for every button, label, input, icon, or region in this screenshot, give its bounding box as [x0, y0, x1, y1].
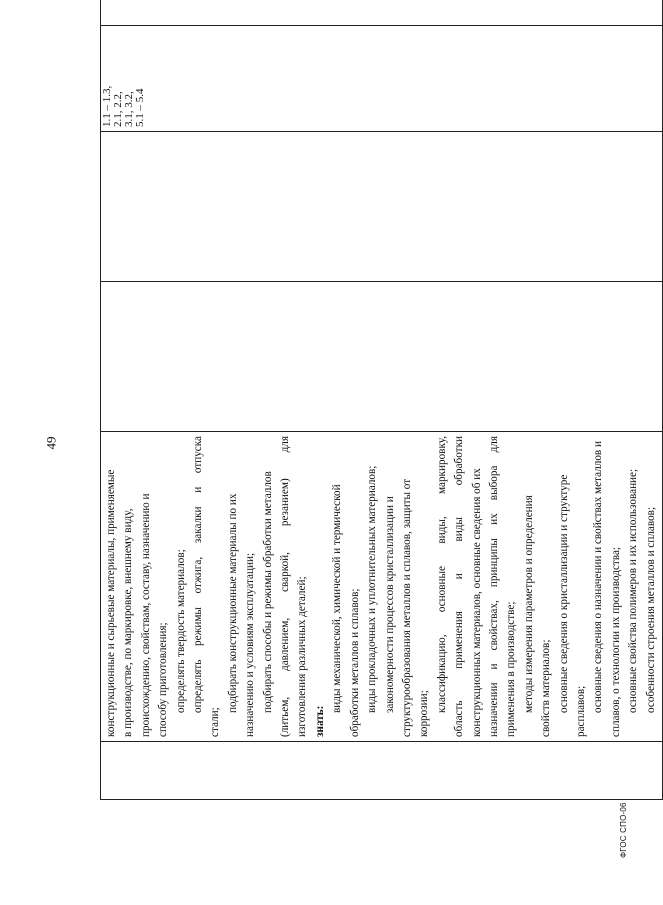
- text-line: основные свойства полимеров и их использование;: [627, 468, 640, 713]
- table-row: [101, 0, 663, 800]
- page-number: 49: [43, 436, 59, 450]
- text-line: классификацию, основные виды, маркировку,: [435, 436, 448, 713]
- empty-cell: [101, 26, 663, 132]
- text-line: виды механической, химической и термической: [331, 484, 344, 713]
- code-line: 5.1 – 5.4: [134, 88, 146, 127]
- text-line: расплавов;: [574, 685, 587, 737]
- text-line: закономерности процессов кристаллизации и: [383, 496, 396, 713]
- text-line: способу приготовления;: [157, 622, 170, 737]
- competency-table: [100, 0, 663, 800]
- competency-codes: [102, 21, 146, 130]
- text-line: виды прокладочных и уплотнительных материалов;: [366, 465, 379, 713]
- rotated-page-content: [100, 0, 657, 800]
- text-line: подбирать способы и режимы обработки металлов: [261, 471, 274, 713]
- text-line: (литьем, давлением, сваркой, резанием) для: [279, 436, 292, 737]
- text-line: конструкционные и сырьевые материалы, применяемые: [105, 469, 117, 737]
- empty-cell: [101, 0, 663, 26]
- text-line: коррозии;: [418, 690, 431, 737]
- text-line: основные сведения о назначении и свойствах металлов и: [592, 440, 605, 713]
- text-line: основные сведения о кристаллизации и структуре: [557, 474, 570, 713]
- index-cell: [101, 742, 663, 800]
- text-line: свойств материалов;: [540, 639, 553, 737]
- text-line: определять твердость материалов;: [174, 549, 187, 713]
- text-line: конструкционных материалов, основные сведения об их: [470, 468, 483, 737]
- text-line: назначении и свойствах, принципы их выбора для: [487, 436, 500, 737]
- text-line: в производстве, по маркировке, внешнему виду,: [122, 508, 135, 737]
- code-line: 1.1 – 1.3,: [101, 85, 113, 127]
- text-line: обработки металлов и сплавов;: [348, 588, 361, 737]
- text-line: определять режимы отжига, закалки и отпуска: [192, 436, 205, 713]
- text-line: стали;: [209, 707, 222, 737]
- text-line: структурообразования металлов и сплавов, защиты от: [400, 478, 413, 737]
- section-heading: знать:: [313, 705, 326, 737]
- text-line: подбирать конструкционные материалы по их: [226, 493, 239, 713]
- footer-label: ФГОС СПО-06: [619, 802, 628, 858]
- empty-cell: [101, 132, 663, 282]
- text-line: применения в производстве;: [505, 601, 518, 737]
- text-line: изготовления различных деталей;: [296, 576, 309, 737]
- text-line: методы измерения параметров и определения: [522, 495, 535, 713]
- text-line: сплавов, о технологии их производства;: [609, 546, 622, 737]
- text-line: область применения и виды обработки: [453, 436, 466, 737]
- text-line: происхождению, свойствам, составу, назначению и: [139, 493, 152, 737]
- knowledge-skills-cell: [101, 432, 663, 742]
- code-line: 3.1, 3.2,: [123, 91, 135, 127]
- empty-cell: [101, 282, 663, 432]
- code-line: 2.1, 2.2,: [112, 91, 124, 127]
- text-line: назначению и условиям эксплуатации;: [244, 552, 257, 737]
- text-line: особенности строения металлов и сплавов;: [644, 506, 657, 713]
